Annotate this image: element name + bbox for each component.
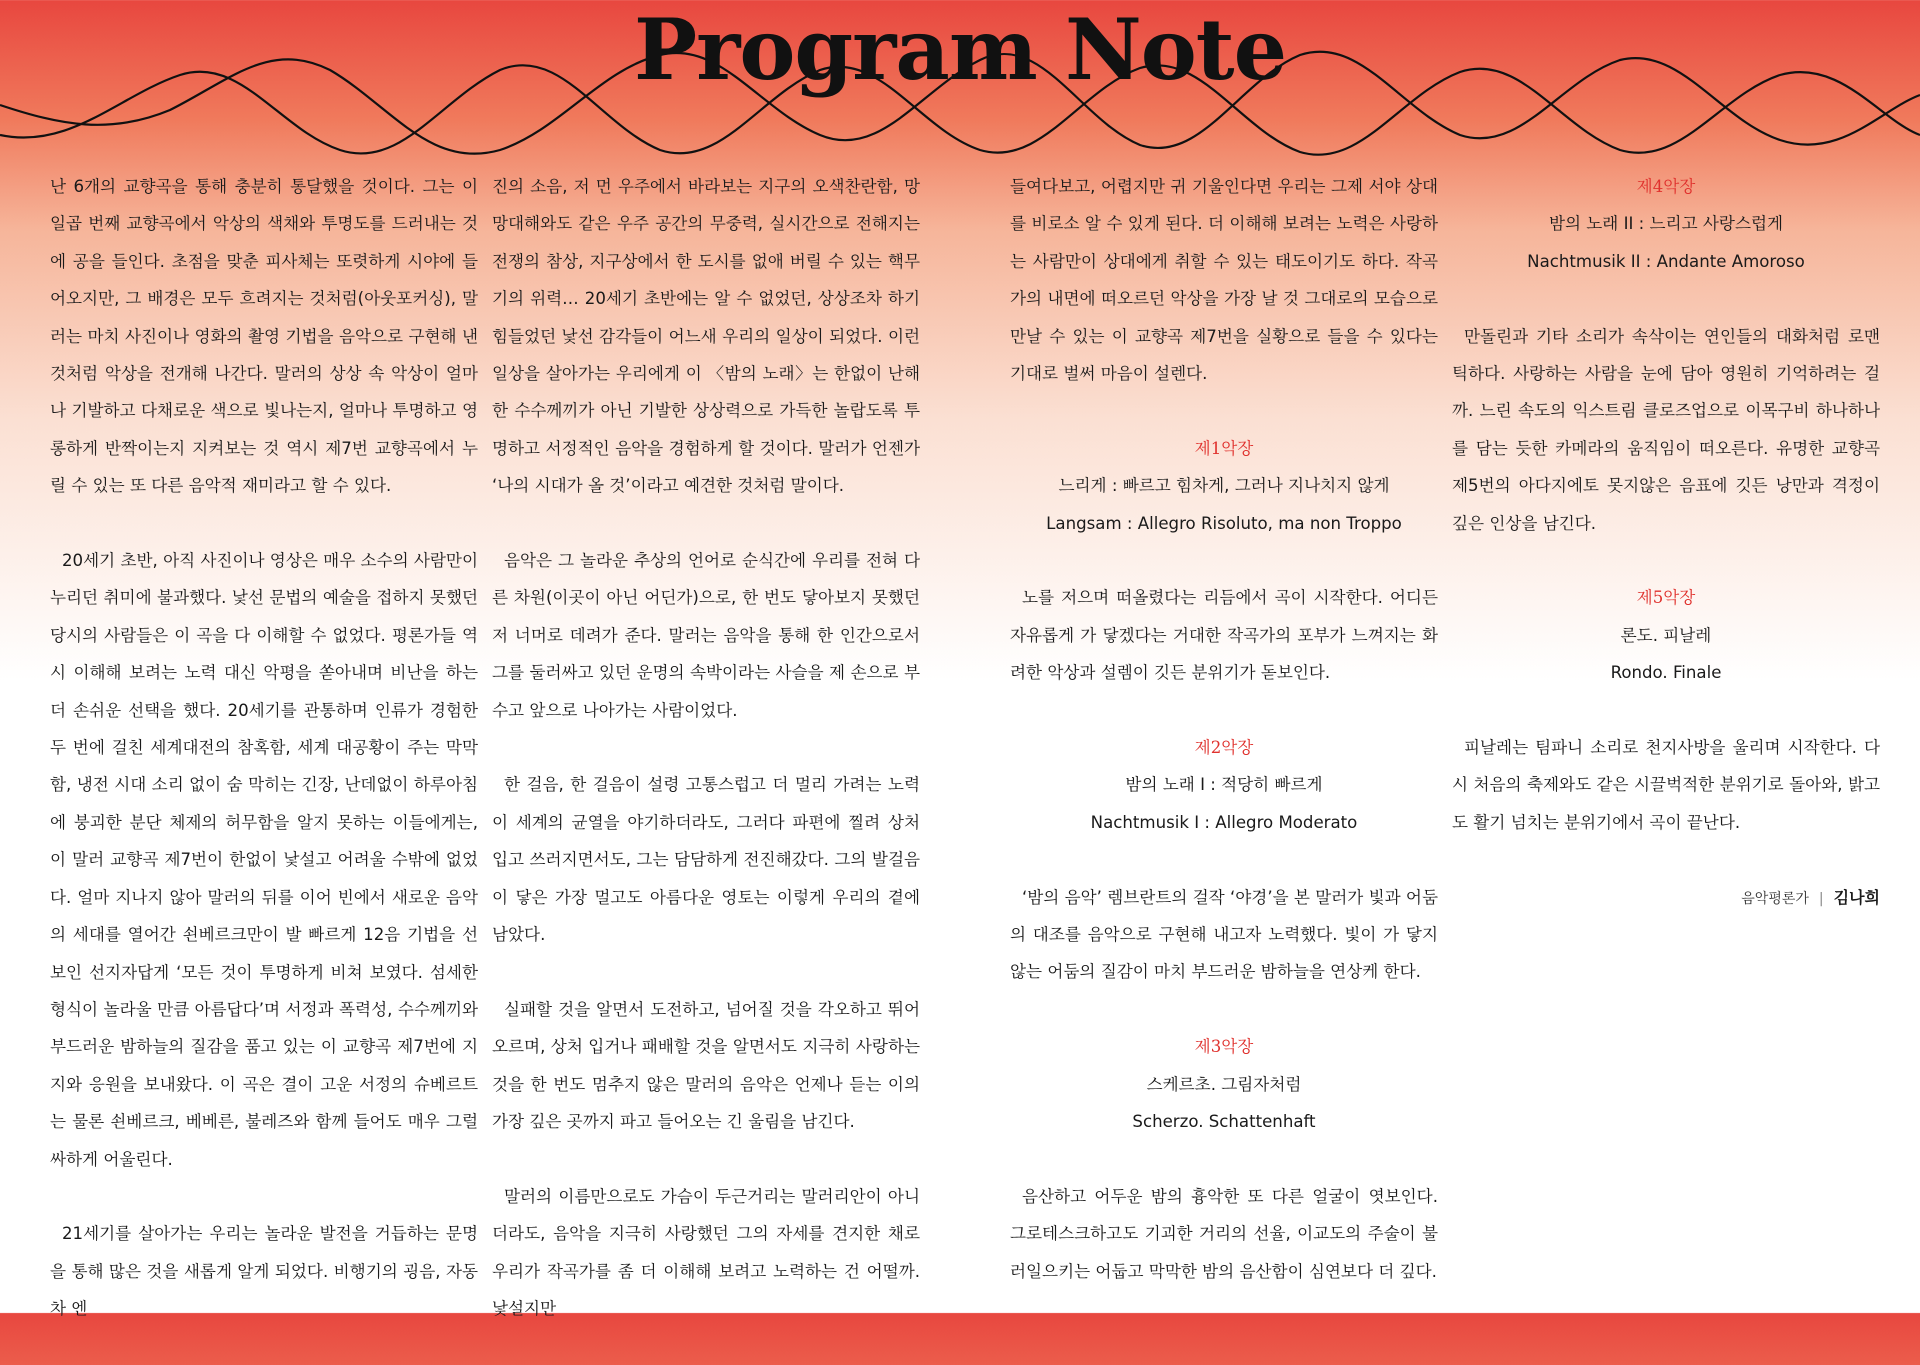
paragraph: 한 걸음, 한 걸음이 설령 고통스럽고 더 멀리 가려는 노력이 세계의 균열을 야기하더라도, 그러다 파편에 찔려 상처 입고 쓰러지면서도, 그는 담담하게 전진해갔다. 그의 발걸음이 닿은 가장 멀고도 아름다운 영토는 이렇게 우리의 곁에 남았다.	[492, 775, 920, 945]
movement-2-heading	[1010, 729, 1438, 841]
movement-korean-title: 밤의 노래 II : 느리고 사랑스럽게	[1548, 214, 1784, 234]
author-name: 김나희	[1833, 887, 1880, 907]
movement-korean-title: 밤의 노래 I : 적당히 빠르게	[1125, 775, 1323, 795]
paragraph: 음악은 그 놀라운 추상의 언어로 순식간에 우리를 전혀 다른 차원(이곳이 아닌 어딘가)으로, 한 번도 닿아보지 못했던 저 너머로 데려가 준다. 말러는 음악을 통해 한 인간으로서 그를 둘러싸고 있던 운명의 속박이라는 사슬을 제 손으로 부수고 앞으로 나아가는 사람이었다.	[492, 551, 920, 720]
movement-original-title: Langsam : Allegro Risoluto, ma non Troppo	[1046, 513, 1402, 533]
paragraph: 20세기 초반, 아직 사진이나 영상은 매우 소수의 사람만이 누리던 취미에 불과했다. 낯선 문법의 예술을 접하지 못했던 당시의 사람들은 이 곡을 다 이해할 수 없었다. 평론가들 역시 이해해 보려는 노력 대신 악평을 쏟아내며 비난을 하는 더 손쉬운 선택을 했다. 20세기를 관통하며 인류가 경험한 두 번에 걸친 세계대전의 참혹함, 세계 대공황이 주는 막막함, 냉전 시대 소리 없이 숨 막히는 긴장, 난데없이 하루아침에 붕괴한 분단 체제의 허무함을 알지 못하는 이들에게는, 이 말러 교향곡 제7번이 한없이 낯설고 어려울 수밖에 없었다. 얼마 지나지 않아 말러의 뒤를 이어 빈에서 새로운 음악의 세대를 열어간 쇤베르크만이 발 빠르게 12음 기법을 선보인 선지자답게 ‘모든 것이 투명하게 비쳐 보였다. 섬세한 형식이 놀라울 만큼 아름답다’며 서정과 폭력성, 수수께끼와 부드러운 밤하늘의 질감을 품고 있는 이 교향곡 제7번에 지지와 응원을 보내왔다. 이 곡은 결이 고운 서정의 슈베르트는 물론 쇤베르크, 베베른, 불레즈와 함께 들어도 매우 그럴싸하게 어울린다.	[50, 551, 478, 1169]
credit-divider: |	[1818, 890, 1824, 907]
text-column-3	[1010, 168, 1438, 1327]
movement-korean-title: 론도. 피날레	[1620, 625, 1712, 645]
movement-5-description: 피날레는 팀파니 소리로 천지사방을 울리며 시작한다. 다시 처음의 축제와도 같은 시끌벅적한 분위기로 돌아와, 밝고도 활기 넘치는 분위기에서 곡이 끝난다.	[1452, 738, 1880, 832]
movement-original-title: Nachtmusik I : Allegro Moderato	[1090, 812, 1358, 832]
movement-number: 제1악장	[1194, 438, 1254, 458]
movement-number: 제3악장	[1194, 1037, 1254, 1057]
movement-1-heading	[1010, 430, 1438, 542]
paragraph: 들여다보고, 어렵지만 귀 기울인다면 우리는 그제 서야 상대를 비로소 알 수 있게 된다. 더 이해해 보려는 노력은 사랑하는 사람만이 상대에게 취할 수 있는 태도이기도 하다. 작곡가의 내면에 떠오르던 악상을 가장 날 것 그대로의 모습으로 만날 수 있는 이 교향곡 제7번을 실황으로 들을 수 있다는 기대로 벌써 마음이 설렌다.	[1010, 177, 1438, 384]
movement-2-description: ‘밤의 음악’ 렘브란트의 걸작 ‘야경’을 본 말러가 빛과 어둠의 대조를 음악으로 구현해 내고자 노력했다. 빛이 가 닿지 않는 어둠의 질감이 마치 부드러운 밤하늘을 연상케 한다.	[1010, 887, 1438, 982]
movement-original-title: Scherzo. Schattenhaft	[1132, 1112, 1316, 1132]
page-title: Program Note	[633, 0, 1287, 99]
movement-1-description: 노를 저으며 떠올렸다는 리듬에서 곡이 시작한다. 어디든 자유롭게 가 닿겠다는 거대한 작곡가의 포부가 느껴지는 화려한 악상과 설렘이 깃든 분위기가 돋보인다.	[1010, 588, 1438, 683]
text-column-1	[50, 168, 478, 1365]
movement-4-description: 만돌린과 기타 소리가 속삭이는 연인들의 대화처럼 로맨틱하다. 사랑하는 사람을 눈에 담아 영원히 기억하려는 걸까. 느린 속도의 익스트림 클로즈업으로 이목구비 하나하나를 담는 듯한 카메라의 움직임이 떠오른다. 유명한 교향곡 제5번의 아다지에토 못지않은 음표에 깃든 낭만과 격정이 깊은 인상을 남긴다.	[1452, 326, 1880, 533]
paragraph: 21세기를 살아가는 우리는 놀라운 발전을 거듭하는 문명을 통해 많은 것을 새롭게 알게 되었다. 비행기의 굉음, 자동차 엔	[50, 1224, 478, 1319]
paragraph: 난 6개의 교향곡을 통해 충분히 통달했을 것이다. 그는 이 일곱 번째 교향곡에서 악상의 색채와 투명도를 드러내는 것에 공을 들인다. 초점을 맞춘 피사체는 또렷하게 시야에 들어오지만, 그 배경은 모두 흐려지는 것처럼(아웃포커싱), 말러는 마치 사진이나 영화의 촬영 기법을 음악으로 구현해 낸 것처럼 악상을 전개해 나간다. 말러의 상상 속 악상이 얼마나 기발하고 다채로운 색으로 빛나는지, 얼마나 투명하고 영롱하게 반짝이는지 지켜보는 것 역시 제7번 교향곡에서 누릴 수 있는 또 다른 음악적 재미라고 할 수 있다.	[50, 177, 478, 496]
author-credit	[1452, 879, 1880, 918]
movement-original-title: Nachtmusik II : Andante Amoroso	[1527, 251, 1805, 271]
text-column-4	[1452, 168, 1880, 918]
movement-5-heading	[1452, 579, 1880, 691]
text-column-2	[492, 168, 920, 1365]
movement-number: 제5악장	[1636, 588, 1696, 608]
movement-4-heading	[1452, 168, 1880, 280]
paragraph: 진의 소음, 저 먼 우주에서 바라보는 지구의 오색찬란함, 망망대해와도 같은 우주 공간의 무중력, 실시간으로 전해지는 전쟁의 참상, 지구상에서 한 도시를 없애 버릴 수 있는 핵무기의 위력… 20세기 초반에는 알 수 없었던, 상상조차 하기 힘들었던 낯선 감각들이 어느새 우리의 일상이 되었다. 이런 일상을 살아가는 우리에게 이 〈밤의 노래〉는 한없이 난해한 수수께끼가 아닌 기발한 상상력으로 가득한 놀랍도록 투명하고 서정적인 음악을 경험하게 할 것이다. 말러가 언젠가 ‘나의 시대가 올 것’이라고 예견한 것처럼 말이다.	[492, 177, 920, 496]
author-role: 음악평론가	[1741, 890, 1809, 907]
paragraph: 실패할 것을 알면서 도전하고, 넘어질 것을 각오하고 뛰어오르며, 상처 입거나 패배할 것을 알면서도 지극히 사랑하는 것을 한 번도 멈추지 않은 말러의 음악은 언제나 듣는 이의 가장 깊은 곳까지 파고 들어오는 긴 울림을 남긴다.	[492, 999, 920, 1132]
movement-number: 제4악장	[1636, 177, 1696, 196]
movement-original-title: Rondo. Finale	[1610, 663, 1722, 683]
movement-korean-title: 스케르초. 그림자처럼	[1146, 1074, 1302, 1094]
movement-number: 제2악장	[1194, 738, 1254, 758]
movement-3-heading	[1010, 1028, 1438, 1140]
movement-3-description: 음산하고 어두운 밤의 흉악한 또 다른 얼굴이 엿보인다. 그로테스크하고도 기괴한 거리의 선율, 이교도의 주술이 불러일으키는 어둡고 막막한 밤의 음산함이 심연보다 더 깊다.	[1010, 1186, 1438, 1281]
movement-korean-title: 느리게 : 빠르고 힘차게, 그러나 지나치지 않게	[1058, 476, 1390, 496]
paragraph: 말러의 이름만으로도 가슴이 두근거리는 말러리안이 아니더라도, 음악을 지극히 사랑했던 그의 자세를 견지한 채로 우리가 작곡가를 좀 더 이해해 보려고 노력하는 건 어떨까. 낯설지만	[492, 1186, 920, 1319]
